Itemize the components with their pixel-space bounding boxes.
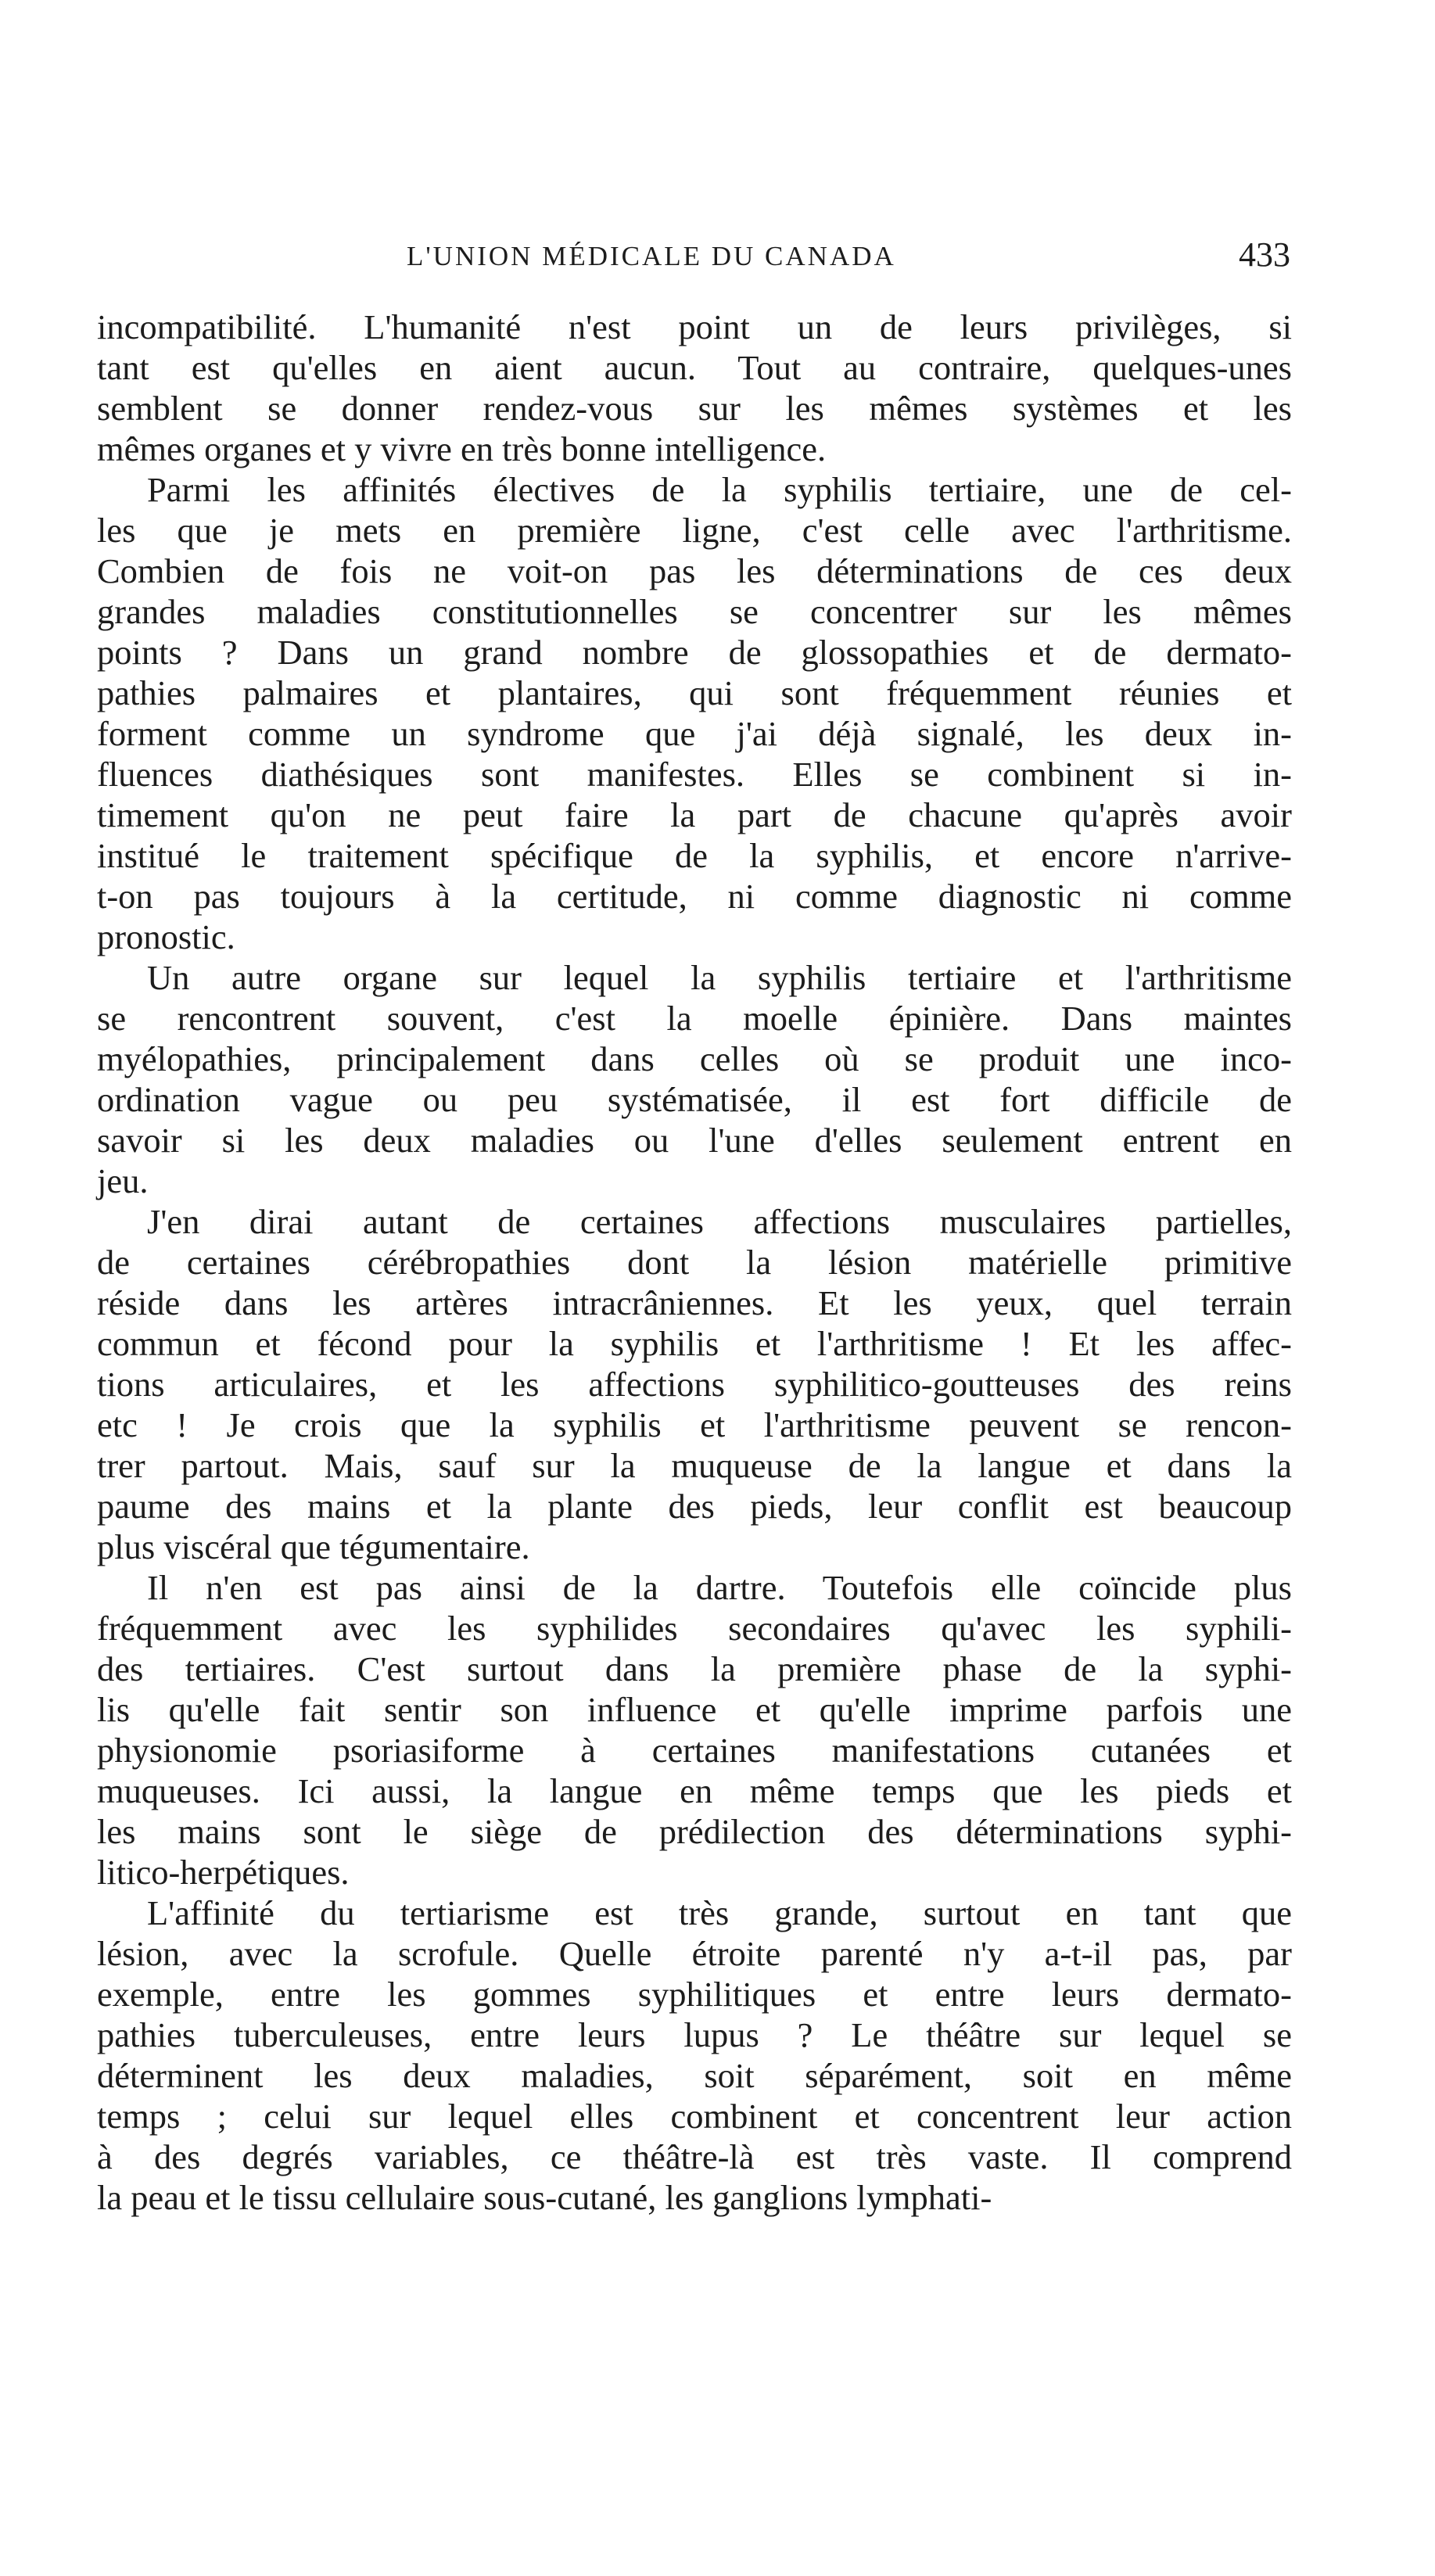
text-line: trer partout. Mais, sauf sur la muqueuse de la langue et dans la [97,1446,1292,1485]
paragraph [97,469,1292,957]
page-header [102,235,1290,282]
text-line: fréquemment avec les syphilides secondaires qu'avec les syphili- [97,1609,1292,1648]
text-line: se rencontrent souvent, c'est la moelle épinière. Dans maintes [97,999,1292,1038]
text-line: etc ! Je crois que la syphilis et l'arthritisme peuvent se rencon- [97,1405,1292,1444]
text-line: semblent se donner rendez-vous sur les mêmes systèmes et les [97,389,1292,428]
text-line: fluences diathésiques sont manifestes. Elles se combinent si in- [97,755,1292,794]
text-line: tant est qu'elles en aient aucun. Tout au contraire, quelques-unes [97,348,1292,387]
text-line: temps ; celui sur lequel elles combinent et concentrent leur action [97,2097,1292,2136]
text-line: pathies palmaires et plantaires, qui sont fréquemment réunies et [97,673,1292,712]
text-line: incompatibilité. L'humanité n'est point un de leurs privilèges, si [97,307,1292,346]
text-line: timement qu'on ne peut faire la part de chacune qu'après avoir [97,795,1292,834]
text-line: ordination vague ou peu systématisée, il est fort difficile de [97,1080,1292,1119]
text-line: Parmi les affinités électives de la syphilis tertiaire, une de cel- [147,470,1292,509]
text-line: tions articulaires, et les affections syphilitico-goutteuses des reins [97,1365,1292,1404]
text-line: lésion, avec la scrofule. Quelle étroite parenté n'y a-t-il pas, par [97,1934,1292,1973]
text-line: lis qu'elle fait sentir son influence et qu'elle imprime parfois une [97,1690,1292,1729]
text-line: des tertiaires. C'est surtout dans la première phase de la syphi- [97,1649,1292,1688]
text-line: commun et fécond pour la syphilis et l'arthritisme ! Et les affec- [97,1324,1292,1363]
body-text [97,307,1292,2218]
paragraph [97,1567,1292,1893]
text-line: exemple, entre les gommes syphilitiques et entre leurs dermato- [97,1975,1292,2014]
page-number: 433 [1239,235,1290,274]
text-line: J'en dirai autant de certaines affections musculaires partielles, [147,1202,1292,1241]
text-line: de certaines cérébropathies dont la lésion matérielle primitive [97,1243,1292,1282]
text-line: L'affinité du tertiarisme est très grande, surtout en tant que [147,1893,1292,1932]
text-line: Il n'en est pas ainsi de la dartre. Toutefois elle coïncide plus [147,1568,1292,1607]
text-line: institué le traitement spécifique de la syphilis, et encore n'arrive- [97,836,1292,875]
text-line: pronostic. [97,917,235,956]
text-line: litico-herpétiques. [97,1853,350,1892]
text-line: t-on pas toujours à la certitude, ni comme diagnostic ni comme [97,877,1292,916]
text-line: savoir si les deux maladies ou l'une d'elles seulement entrent en [97,1121,1292,1160]
text-line: jeu. [97,1161,149,1200]
text-line: forment comme un syndrome que j'ai déjà signalé, les deux in- [97,714,1292,753]
text-line: physionomie psoriasiforme à certaines manifestations cutanées et [97,1731,1292,1770]
text-line: les que je mets en première ligne, c'est celle avec l'arthritisme. [97,511,1292,550]
text-line: réside dans les artères intracrâniennes. Et les yeux, quel terrain [97,1283,1292,1322]
text-line: la peau et le tissu cellulaire sous-cutané, les ganglions lymphati- [97,2178,992,2217]
text-line: déterminent les deux maladies, soit séparément, soit en même [97,2056,1292,2095]
text-line: pathies tuberculeuses, entre leurs lupus ? Le théâtre sur lequel se [97,2015,1292,2054]
text-line: myélopathies, principalement dans celles où se produit une inco- [97,1039,1292,1078]
text-line: à des degrés variables, ce théâtre-là est très vaste. Il comprend [97,2137,1292,2176]
text-line: points ? Dans un grand nombre de glossopathies et de dermato- [97,633,1292,672]
text-line: plus viscéral que tégumentaire. [97,1527,530,1566]
text-line: grandes maladies constitutionnelles se concentrer sur les mêmes [97,592,1292,631]
paragraph [97,1893,1292,2218]
text-line: mêmes organes et y vivre en très bonne intelligence. [97,429,827,468]
text-line: paume des mains et la plante des pieds, leur conflit est beaucoup [97,1487,1292,1526]
paragraph [97,1201,1292,1567]
paragraph [97,307,1292,469]
text-line: Un autre organe sur lequel la syphilis tertiaire et l'arthritisme [147,958,1292,997]
paragraph [97,957,1292,1201]
text-line: les mains sont le siège de prédilection des déterminations syphi- [97,1812,1292,1851]
running-title: L'UNION MÉDICALE DU CANADA [407,241,896,271]
text-line: muqueuses. Ici aussi, la langue en même temps que les pieds et [97,1771,1292,1810]
text-line: Combien de fois ne voit-on pas les déterminations de ces deux [97,551,1292,590]
